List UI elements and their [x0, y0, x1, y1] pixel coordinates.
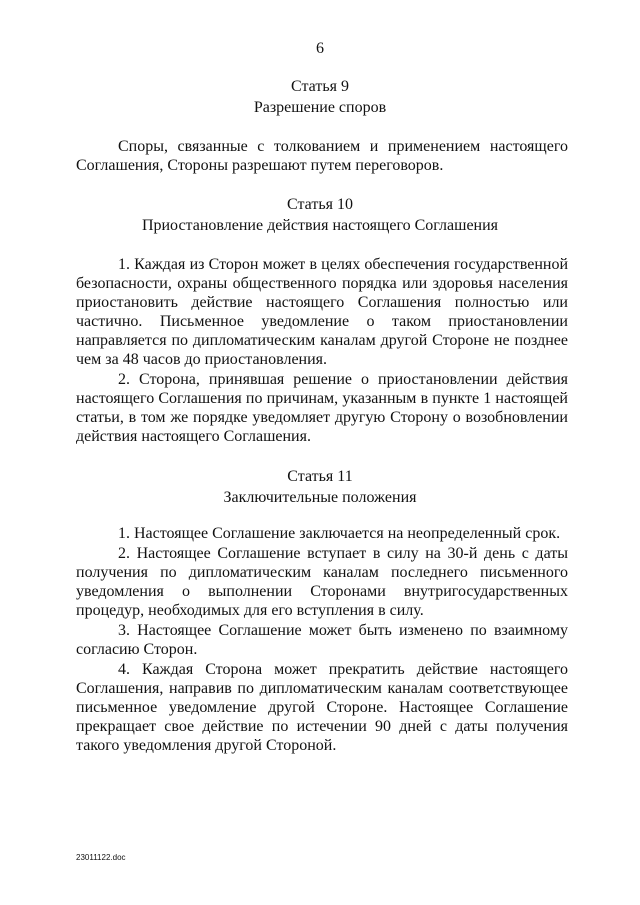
article-11-paragraph-3: 3. Настоящее Соглашение может быть изменено по взаимному согласию Сторон. — [76, 622, 568, 658]
article-10-heading — [0, 194, 640, 236]
article-9-body — [76, 137, 568, 175]
article-9-title: Разрешение споров — [253, 99, 387, 116]
article-11-paragraph-1: 1. Настоящее Соглашение заключается на неопределенный срок. — [118, 525, 561, 542]
page-number: 6 — [316, 40, 324, 57]
article-11-body — [76, 524, 568, 755]
footer-filename: 23011122.doc — [76, 853, 126, 862]
article-11-heading — [0, 466, 640, 508]
article-10-paragraph-1: 1. Каждая из Сторон может в целях обеспечения государственной безопасности, охраны общественного порядка или здоровья населения приостановить действие настоящего Соглашения полностью или частично. Письменное уведомление о таком приостановлении направляется по дипломатическим каналам другой Стороне не позднее чем за 48 часов до приостановления. — [76, 256, 568, 368]
article-9-paragraph-1: Споры, связанные с толкованием и применением настоящего Соглашения, Стороны разрешают путем переговоров. — [76, 138, 568, 174]
article-10-number: Статья 10 — [287, 196, 353, 213]
article-9-number: Статья 9 — [291, 78, 349, 95]
article-11-title: Заключительные положения — [223, 489, 417, 506]
article-10-body — [76, 255, 568, 446]
article-9-heading — [0, 76, 640, 118]
article-10-paragraph-2: 2. Сторона, принявшая решение о приостановлении действия настоящего Соглашения по причинам, указанным в пункте 1 настоящей статьи, в том же порядке уведомляет другую Сторону о возобновлении действия настоящего Соглашения. — [76, 371, 568, 445]
article-11-paragraph-2: 2. Настоящее Соглашение вступает в силу на 30-й день с даты получения по дипломатическим каналам последнего письменного уведомления о выполнении Сторонами внутригосударственных процедур, необходимых для его вступления в силу. — [76, 545, 568, 619]
article-11-paragraph-4: 4. Каждая Сторона может прекратить действие настоящего Соглашения, направив по дипломатическим каналам соответствующее письменное уведомление другой Стороне. Настоящее Соглашение прекращает свое действие по истечении 90 дней с даты получения такого уведомления другой Стороной. — [76, 661, 568, 754]
article-11-number: Статья 11 — [287, 468, 353, 485]
article-10-title: Приостановление действия настоящего Соглашения — [141, 217, 499, 234]
